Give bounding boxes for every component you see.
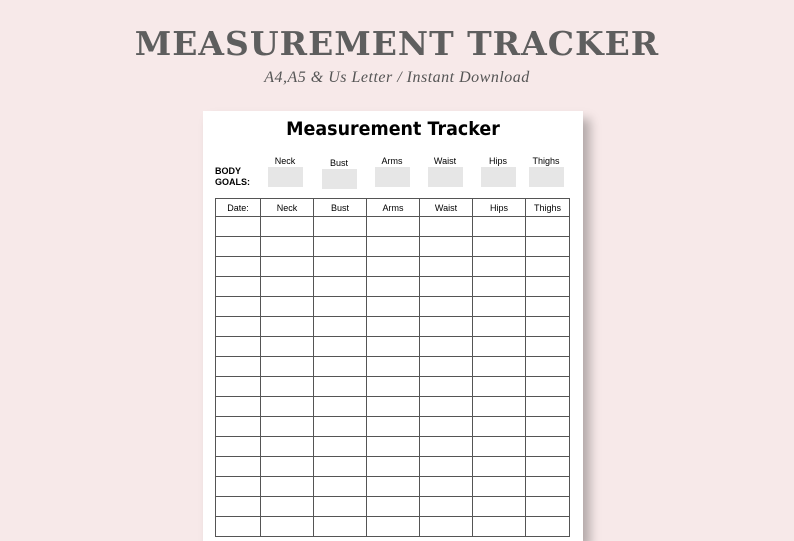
goal-thighs	[528, 155, 564, 187]
table-cell[interactable]	[526, 517, 570, 537]
table-cell[interactable]	[314, 497, 367, 517]
table-cell[interactable]	[216, 517, 261, 537]
table-cell[interactable]	[314, 217, 367, 237]
measurement-log-table	[215, 198, 570, 537]
table-cell[interactable]	[473, 377, 526, 397]
table-cell[interactable]	[367, 277, 420, 297]
table-cell[interactable]	[216, 417, 261, 437]
table-row	[216, 477, 570, 497]
table-row	[216, 237, 570, 257]
table-cell[interactable]	[367, 237, 420, 257]
table-cell[interactable]	[526, 397, 570, 417]
table-cell[interactable]	[216, 257, 261, 277]
table-row	[216, 437, 570, 457]
table-cell[interactable]	[420, 317, 473, 337]
table-cell[interactable]	[526, 377, 570, 397]
body-goals-label	[215, 166, 250, 188]
table-cell[interactable]	[216, 317, 261, 337]
table-cell[interactable]	[261, 357, 314, 377]
table-cell[interactable]	[420, 417, 473, 437]
goal-neck	[267, 155, 303, 187]
table-cell[interactable]	[420, 357, 473, 377]
table-cell[interactable]	[314, 257, 367, 277]
table-cell[interactable]	[367, 517, 420, 537]
table-cell[interactable]	[473, 437, 526, 457]
table-cell[interactable]	[314, 277, 367, 297]
table-cell[interactable]	[314, 297, 367, 317]
table-cell[interactable]	[420, 217, 473, 237]
table-cell[interactable]	[216, 357, 261, 377]
goal-bust-label: Bust	[329, 158, 348, 168]
table-cell[interactable]	[526, 237, 570, 257]
table-cell[interactable]	[367, 377, 420, 397]
header-hips: Hips	[473, 199, 526, 217]
table-cell[interactable]	[314, 477, 367, 497]
goal-bust-box[interactable]	[322, 169, 357, 189]
table-cell[interactable]	[420, 437, 473, 457]
table-row	[216, 217, 570, 237]
header-date: Date:	[216, 199, 261, 217]
table-cell[interactable]	[314, 357, 367, 377]
table-cell[interactable]	[526, 277, 570, 297]
table-cell[interactable]	[216, 497, 261, 517]
table-cell[interactable]	[216, 277, 261, 297]
table-cell[interactable]	[261, 337, 314, 357]
table-cell[interactable]	[526, 457, 570, 477]
table-cell[interactable]	[420, 237, 473, 257]
table-cell[interactable]	[526, 357, 570, 377]
table-cell[interactable]	[367, 337, 420, 357]
table-cell[interactable]	[367, 397, 420, 417]
table-cell[interactable]	[261, 437, 314, 457]
table-cell[interactable]	[420, 497, 473, 517]
table-cell[interactable]	[314, 417, 367, 437]
goal-bust	[321, 157, 357, 189]
table-cell[interactable]	[216, 477, 261, 497]
table-row	[216, 317, 570, 337]
goal-hips-box[interactable]	[481, 167, 516, 187]
table-cell[interactable]	[367, 477, 420, 497]
table-cell[interactable]	[473, 357, 526, 377]
goal-waist	[427, 155, 463, 187]
table-cell[interactable]	[314, 437, 367, 457]
table-cell[interactable]	[367, 357, 420, 377]
table-cell[interactable]	[261, 477, 314, 497]
table-cell[interactable]	[216, 337, 261, 357]
table-cell[interactable]	[314, 457, 367, 477]
table-cell[interactable]	[473, 417, 526, 437]
table-cell[interactable]	[420, 257, 473, 277]
header-neck: Neck	[261, 199, 314, 217]
tracker-sheet	[203, 111, 583, 541]
table-cell[interactable]	[473, 497, 526, 517]
table-cell[interactable]	[473, 297, 526, 317]
table-cell[interactable]	[314, 517, 367, 537]
table-row	[216, 277, 570, 297]
table-cell[interactable]	[420, 397, 473, 417]
table-cell[interactable]	[526, 257, 570, 277]
table-cell[interactable]	[367, 297, 420, 317]
table-cell[interactable]	[420, 277, 473, 297]
table-cell[interactable]	[473, 397, 526, 417]
header-bust: Bust	[314, 199, 367, 217]
goal-hips-label: Hips	[488, 156, 507, 166]
table-cell[interactable]	[367, 437, 420, 457]
table-cell[interactable]	[367, 217, 420, 237]
table-cell[interactable]	[473, 317, 526, 337]
table-cell[interactable]	[526, 337, 570, 357]
header-thighs: Thighs	[526, 199, 570, 217]
table-cell[interactable]	[216, 237, 261, 257]
table-row	[216, 257, 570, 277]
table-row	[216, 517, 570, 537]
table-row	[216, 357, 570, 377]
sheet-title: Measurement Tracker	[286, 118, 500, 140]
table-cell[interactable]	[420, 337, 473, 357]
table-cell[interactable]	[420, 457, 473, 477]
table-cell[interactable]	[261, 457, 314, 477]
table-cell[interactable]	[216, 377, 261, 397]
table-cell[interactable]	[367, 257, 420, 277]
header-arms: Arms	[367, 199, 420, 217]
table-cell[interactable]	[314, 237, 367, 257]
table-cell[interactable]	[261, 237, 314, 257]
table-cell[interactable]	[216, 297, 261, 317]
table-cell[interactable]	[314, 317, 367, 337]
banner-subtitle: A4,A5 & Us Letter / Instant Download	[264, 69, 530, 86]
table-cell[interactable]	[261, 217, 314, 237]
table-cell[interactable]	[314, 337, 367, 357]
table-cell[interactable]	[216, 217, 261, 237]
table-cell[interactable]	[261, 497, 314, 517]
table-cell[interactable]	[367, 497, 420, 517]
table-row	[216, 397, 570, 417]
table-cell[interactable]	[526, 477, 570, 497]
table-cell[interactable]	[526, 497, 570, 517]
table-cell[interactable]	[473, 257, 526, 277]
table-cell[interactable]	[216, 437, 261, 457]
goal-arms	[374, 155, 410, 187]
table-cell[interactable]	[526, 297, 570, 317]
table-cell[interactable]	[367, 417, 420, 437]
table-cell[interactable]	[420, 297, 473, 317]
goal-waist-label: Waist	[433, 156, 457, 166]
table-cell[interactable]	[261, 517, 314, 537]
goal-arms-label: Arms	[381, 156, 403, 166]
table-cell[interactable]	[473, 517, 526, 537]
goal-waist-box[interactable]	[428, 167, 463, 187]
table-cell[interactable]	[261, 257, 314, 277]
table-header-row	[216, 199, 570, 217]
table-cell[interactable]	[367, 457, 420, 477]
body-goals-label-line2: GOALS:	[215, 177, 250, 187]
goal-hips	[480, 155, 516, 187]
table-cell[interactable]	[420, 517, 473, 537]
table-cell[interactable]	[526, 437, 570, 457]
table-cell[interactable]	[261, 397, 314, 417]
table-body	[216, 217, 570, 537]
table-cell[interactable]	[473, 277, 526, 297]
table-cell[interactable]	[261, 277, 314, 297]
table-cell[interactable]	[367, 317, 420, 337]
table-cell[interactable]	[473, 457, 526, 477]
banner-title: MEASUREMENT TRACKER	[134, 24, 660, 63]
goal-thighs-label: Thighs	[532, 156, 560, 166]
table-cell[interactable]	[216, 397, 261, 417]
table-cell[interactable]	[420, 377, 473, 397]
table-cell[interactable]	[261, 297, 314, 317]
table-row	[216, 417, 570, 437]
table-row	[216, 337, 570, 357]
body-goals-label-line1: BODY	[215, 166, 242, 176]
table-cell[interactable]	[526, 417, 570, 437]
table-cell[interactable]	[314, 377, 367, 397]
table-cell[interactable]	[261, 417, 314, 437]
table-cell[interactable]	[526, 317, 570, 337]
table-row	[216, 377, 570, 397]
table-cell[interactable]	[473, 217, 526, 237]
table-cell[interactable]	[526, 217, 570, 237]
table-cell[interactable]	[473, 337, 526, 357]
table-cell[interactable]	[473, 237, 526, 257]
goal-thighs-box[interactable]	[529, 167, 564, 187]
table-cell[interactable]	[314, 397, 367, 417]
goal-neck-label: Neck	[274, 156, 296, 166]
table-cell[interactable]	[261, 317, 314, 337]
table-cell[interactable]	[216, 457, 261, 477]
goal-neck-box[interactable]	[268, 167, 303, 187]
table-row	[216, 497, 570, 517]
table-cell[interactable]	[261, 377, 314, 397]
table-cell[interactable]	[473, 477, 526, 497]
header-waist: Waist	[420, 199, 473, 217]
goal-arms-box[interactable]	[375, 167, 410, 187]
table-row	[216, 297, 570, 317]
table-row	[216, 457, 570, 477]
table-cell[interactable]	[420, 477, 473, 497]
